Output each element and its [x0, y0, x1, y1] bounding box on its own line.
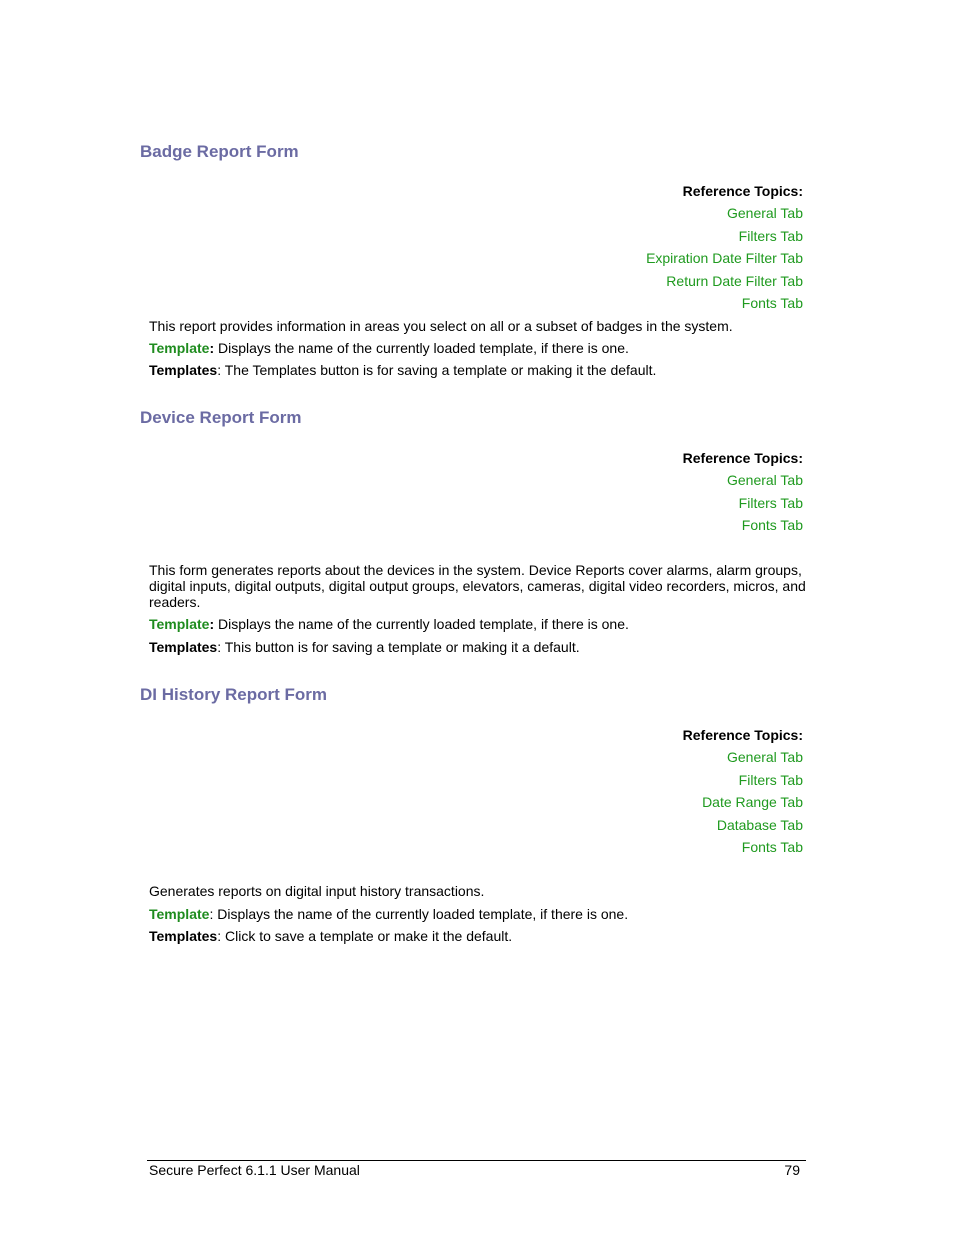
templates-description — [149, 928, 809, 944]
footer-manual-title: Secure Perfect 6.1.1 User Manual — [149, 1162, 360, 1178]
section-heading-device-report: Device Report Form — [140, 408, 302, 427]
section-heading-di-history-report: DI History Report Form — [140, 685, 328, 704]
templates-description — [149, 639, 809, 655]
link-filters-tab[interactable]: Filters Tab — [738, 494, 803, 511]
templates-term: Templates — [149, 928, 218, 944]
link-fonts-tab[interactable]: Fonts Tab — [741, 517, 803, 534]
link-expiration-date-filter-tab[interactable]: Expiration Date Filter Tab — [646, 250, 803, 267]
template-colon: : — [209, 616, 215, 632]
templates-term: Templates — [149, 362, 218, 378]
link-general-tab[interactable]: General Tab — [726, 472, 803, 489]
link-date-range-tab[interactable]: Date Range Tab — [702, 794, 803, 811]
template-text: Displays the name of the currently loaded template, if there is one. — [214, 616, 629, 632]
reference-topics-title: Reference Topics: — [682, 183, 803, 199]
link-fonts-tab[interactable]: Fonts Tab — [741, 294, 803, 311]
template-term: Template — [149, 616, 210, 632]
link-fonts-tab[interactable]: Fonts Tab — [741, 838, 803, 855]
section-description: This form generates reports about the devices in the system. Device Reports cover alarms, alarm groups, digital inputs, digital outputs, digital output groups, elevators, cameras, digital video recorders, micros, and readers. — [149, 562, 806, 610]
reference-topics-badge — [646, 180, 803, 314]
reference-topics-title: Reference Topics: — [682, 450, 803, 466]
section-heading-badge-report: Badge Report Form — [140, 142, 299, 161]
link-filters-tab[interactable]: Filters Tab — [738, 771, 803, 788]
template-description — [149, 906, 809, 922]
template-text: : Displays the name of the currently loaded template, if there is one. — [209, 906, 629, 922]
reference-topics-title: Reference Topics: — [682, 727, 803, 743]
link-general-tab[interactable]: General Tab — [726, 205, 803, 222]
link-return-date-filter-tab[interactable]: Return Date Filter Tab — [666, 272, 803, 289]
footer-divider — [147, 1160, 806, 1161]
link-general-tab[interactable]: General Tab — [726, 749, 803, 766]
section-description: Generates reports on digital input history transactions. — [149, 883, 485, 899]
templates-text: : This button is for saving a template or making it a default. — [217, 639, 580, 655]
link-filters-tab[interactable]: Filters Tab — [738, 227, 803, 244]
templates-text: : Click to save a template or make it the default. — [217, 928, 513, 944]
templates-term: Templates — [149, 639, 218, 655]
link-database-tab[interactable]: Database Tab — [716, 816, 803, 833]
template-term: Template — [149, 340, 210, 356]
templates-description — [149, 362, 809, 378]
footer-page-number: 79 — [784, 1162, 800, 1178]
template-description — [149, 616, 809, 632]
section-description: This report provides information in areas you select on all or a subset of badges in the system. — [149, 318, 733, 334]
templates-text: : The Templates button is for saving a template or making it the default. — [217, 362, 657, 378]
reference-topics-di-history — [683, 724, 803, 858]
template-term: Template — [149, 906, 210, 922]
template-description — [149, 340, 809, 356]
reference-topics-device — [683, 447, 803, 537]
template-colon: : — [209, 340, 215, 356]
template-text: Displays the name of the currently loaded template, if there is one. — [214, 340, 629, 356]
